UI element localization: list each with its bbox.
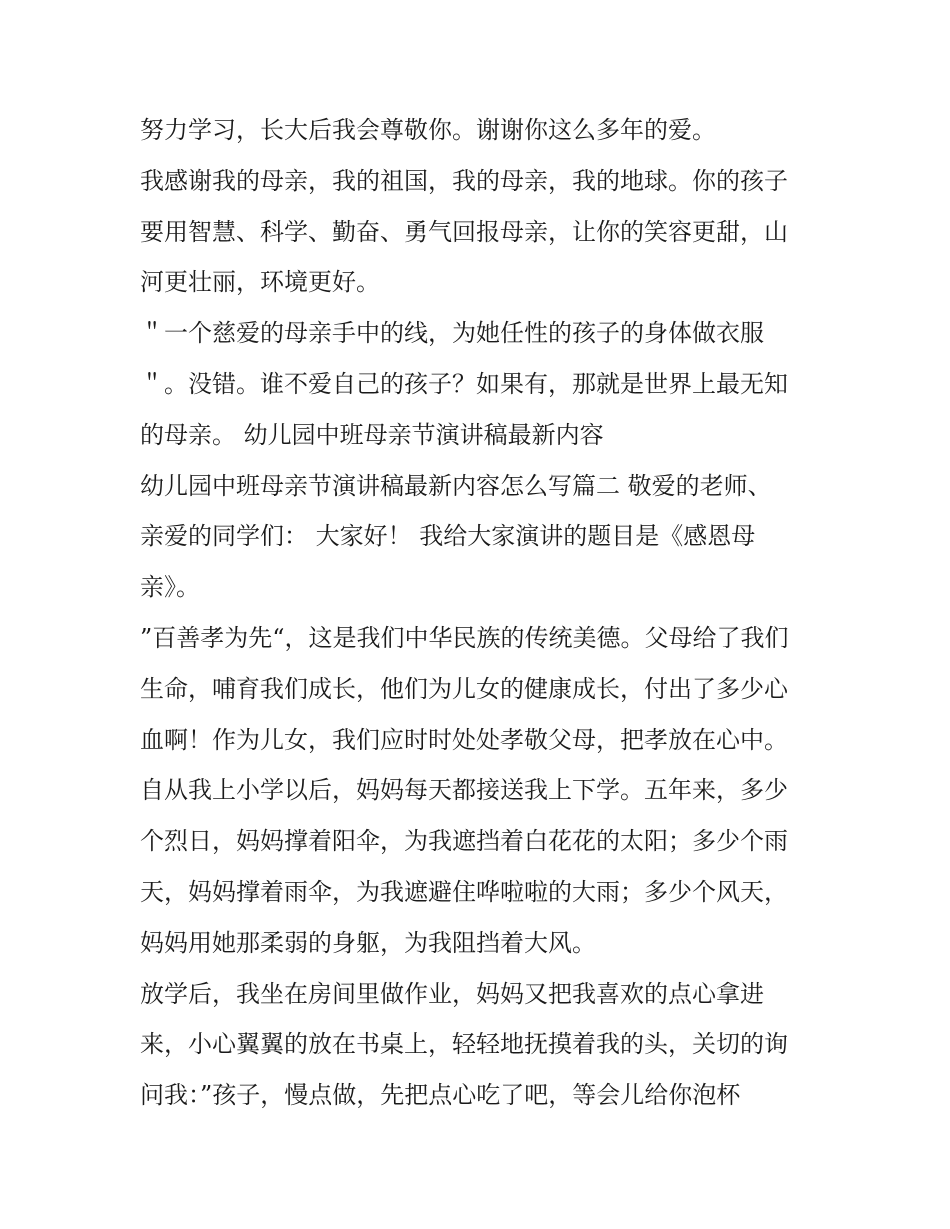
text-line: 血啊！作为儿女，我们应时时处处孝敬父母，把孝放在心中。 [140,725,788,754]
text-line: 放学后，我坐在房间里做作业，妈妈又把我喜欢的点心拿进 [140,979,764,1008]
text-line: 生命，哺育我们成长，他们为儿女的健康成长，付出了多少心 [140,674,788,703]
text-line: 幼儿园中班母亲节演讲稿最新内容怎么写篇二 敬爱的老师、 [140,471,772,500]
text-line: 天，妈妈撑着雨伞，为我遮避住哗啦啦的大雨；多少个风天， [140,877,788,906]
text-line: 亲爱的同学们： 大家好！ 我给大家演讲的题目是《感恩母 [140,522,756,551]
text-line: 自从我上小学以后，妈妈每天都接送我上下学。五年来，多少 [140,776,788,805]
text-line: ＂一个慈爱的母亲手中的线，为她任性的孩子的身体做衣服 [140,319,764,348]
text-line: 我感谢我的母亲，我的祖国，我的母亲，我的地球。你的孩子 [140,166,788,195]
text-line: ＂。没错。谁不爱自己的孩子？如果有，那就是世界上最无知 [140,369,788,398]
text-line: 的母亲。 幼儿园中班母亲节演讲稿最新内容 [140,420,604,449]
text-line: 要用智慧、科学、勤奋、勇气回报母亲，让你的笑容更甜，山 [140,217,788,246]
text-line: 来，小心翼翼的放在书桌上，轻轻地抚摸着我的头，关切的询 [140,1030,788,1059]
document-body [140,105,840,1121]
text-line: 个烈日，妈妈撑着阳伞，为我遮挡着白花花的太阳；多少个雨 [140,827,788,856]
text-line: 问我：”孩子，慢点做，先把点心吃了吧，等会儿给你泡杯 [140,1081,741,1110]
text-line: ”百善孝为先“，这是我们中华民族的传统美德。父母给了我们 [140,623,789,652]
text-line: 妈妈用她那柔弱的身躯，为我阻挡着大风。 [140,928,596,957]
text-line: 努力学习，长大后我会尊敬你。谢谢你这么多年的爱。 [140,116,716,144]
text-line: 亲》。 [140,573,200,602]
text-line: 河更壮丽，环境更好。 [140,268,380,297]
